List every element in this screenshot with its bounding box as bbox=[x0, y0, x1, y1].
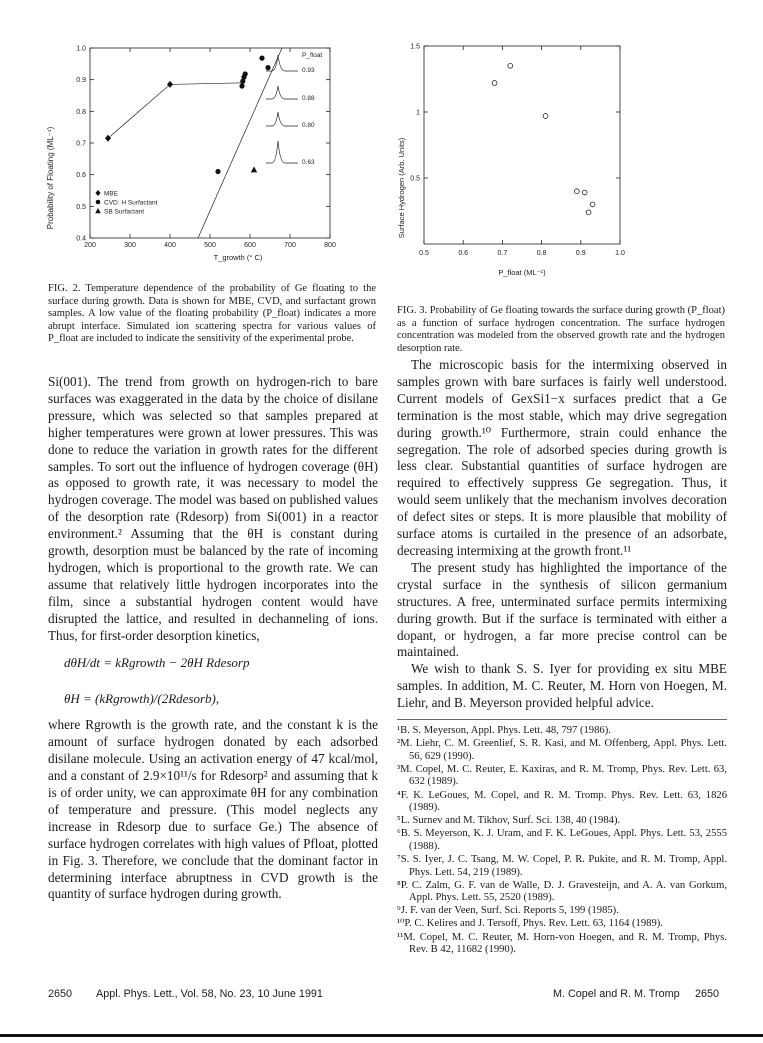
fig3-point bbox=[543, 114, 548, 119]
fig2-ytick-label: 0.6 bbox=[76, 172, 86, 180]
equation-2-text: θH = (kRgrowth)/(2Rdesorb), bbox=[64, 690, 220, 706]
fig2-trend-mbe bbox=[108, 83, 244, 138]
reference-item: ¹⁰P. C. Kelires and J. Tersoff, Phys. Rev. Lett. 63, 1164 (1989). bbox=[397, 918, 663, 930]
fig3-xtick-label: 0.5 bbox=[419, 250, 429, 257]
reference-item: ⁵L. Surnev and M. Tikhov, Surf. Sci. 138, 40 (1984). bbox=[397, 815, 621, 827]
fig3-point bbox=[582, 190, 587, 195]
fig3-caption-text: FIG. 3. Probability of Ge floating towards the surface during growth (P_float) as a function of surface hydrogen concentration. The surface hydrogen concentration was modeled from the observed growth rate and the hydrogen desorption rate. bbox=[397, 305, 725, 354]
fig2-ytick-label: 0.4 bbox=[76, 235, 86, 243]
right-paragraph-2: The present study has highlighted the importance of the crystal surface in the synthesis of silicon germanium structures. A free, unterminated surface permits intermixing during growth. But if the surface is terminated with either a dopant, or hydrogen, a far more precise control can be maintained. bbox=[397, 559, 727, 660]
fig2-inset-spectrum bbox=[266, 141, 298, 163]
fig3-ytick-label: 1 bbox=[416, 109, 420, 117]
fig2-legend-label: CVD: H Surfactant bbox=[104, 199, 158, 207]
fig2-chart bbox=[40, 38, 340, 263]
fig2-ylabel: Probability of Floating (ML⁻¹) bbox=[46, 126, 55, 230]
fig3-chart bbox=[394, 38, 644, 278]
equation-1 bbox=[64, 655, 378, 685]
fig2-point-mbe bbox=[167, 81, 173, 88]
left-column bbox=[48, 374, 378, 903]
fig2-xtick-label: 600 bbox=[244, 242, 256, 249]
fig2-legend-label: SB Surfactant bbox=[104, 208, 145, 216]
right-column bbox=[397, 357, 727, 957]
fig3-ytick-label: 1.5 bbox=[410, 43, 420, 51]
footer-journal: Appl. Phys. Lett., Vol. 58, No. 23, 10 June 1991 bbox=[96, 988, 323, 1000]
reference-item: ⁴F. K. LeGoues, M. Copel, and R. M. Tromp. Phys. Rev. Lett. 63, 1826 (1989). bbox=[397, 789, 727, 814]
fig3-point bbox=[590, 202, 595, 207]
fig2-caption bbox=[48, 283, 376, 346]
fig2-inset-spectrum bbox=[266, 112, 298, 126]
fig3-xtick-label: 0.6 bbox=[458, 250, 469, 257]
fig2-xtick-label: 400 bbox=[164, 242, 176, 249]
fig3-xtick-label: 0.7 bbox=[497, 250, 508, 257]
fig3-xtick-label: 1.0 bbox=[615, 250, 625, 257]
reference-item: ¹B. S. Meyerson, Appl. Phys. Lett. 48, 797 (1986). bbox=[397, 725, 611, 737]
right-paragraph-3: We wish to thank S. S. Iyer for providing ex situ MBE samples. In addition, M. C. Reuter, M. Horn von Hoegen, M. Liehr, and B. Meyerson provided helpful advice. bbox=[397, 661, 727, 711]
fig2-point-cvd bbox=[243, 71, 248, 76]
fig2-point-cvd bbox=[265, 65, 270, 70]
equation-2 bbox=[64, 691, 378, 708]
fig2-inset-label: 0.88 bbox=[302, 95, 315, 102]
reference-item: ⁸P. C. Zalm, G. F. van de Walle, D. J. Gravesteijn, and A. A. van Gorkum, Appl. Phys. Lett. 55, 2520 (1989). bbox=[397, 879, 727, 904]
fig2-trend-cvd bbox=[198, 48, 282, 238]
fig2-point-cvd bbox=[239, 83, 244, 88]
fig2-xtick-label: 800 bbox=[324, 242, 336, 249]
fig2-ytick-label: 0.5 bbox=[76, 203, 86, 211]
fig2-point-cvd bbox=[215, 169, 220, 174]
fig2-inset-spectrum bbox=[266, 86, 298, 99]
fig2-point-cvd bbox=[259, 56, 264, 61]
fig3-point bbox=[492, 81, 497, 86]
fig3-point bbox=[574, 189, 579, 194]
reference-item: ³M. Copel, M. C. Reuter, E. Kaxiras, and R. M. Tromp, Phys. Rev. Lett. 63, 632 (1989). bbox=[397, 763, 727, 788]
reference-item: ⁶B. S. Meyerson, K. J. Uram, and F. K. LeGoues, Appl. Phys. Lett. 53, 2555 (1988). bbox=[397, 828, 727, 852]
equation-1-text: dθH/dt = kRgrowth − 2θH Rdesorp bbox=[64, 654, 250, 670]
reference-item: ⁷S. S. Iyer, J. C. Tsang, M. W. Copel, P. R. Pukite, and R. M. Tromp, Appl. Phys. Lett. 54, 219 (1989). bbox=[397, 853, 727, 878]
fig2-caption-text: FIG. 2. Temperature dependence of the probability of Ge floating to the surface during growth. Data is shown for MBE, CVD, and surfactant grown samples. A low value of the floating probability (P_float) indicates a more abrupt interface. Simulated ion scattering spectra for various values of P_float are included to indicate the sensitivity of the experimental probe. bbox=[48, 283, 376, 345]
fig2-legend-diamond-icon bbox=[95, 190, 100, 196]
fig2-xtick-label: 700 bbox=[284, 242, 296, 249]
fig2-point-mbe bbox=[105, 135, 111, 142]
fig3-point bbox=[586, 210, 591, 215]
fig2-legend-circle-icon bbox=[96, 200, 101, 205]
fig2-ytick-label: 0.8 bbox=[76, 108, 86, 116]
fig2-legend-label: MBE bbox=[104, 190, 119, 198]
fig3-xtick-label: 0.8 bbox=[536, 250, 547, 257]
fig2-inset-title: P_float bbox=[302, 52, 323, 59]
fig2-legend-triangle-icon bbox=[95, 208, 101, 213]
footer-right-page: 2650 bbox=[695, 988, 720, 1000]
reference-list bbox=[397, 725, 727, 957]
fig2-inset-spectrum bbox=[266, 55, 298, 71]
fig2-ytick-label: 0.7 bbox=[76, 140, 86, 148]
fig2-xtick-label: 500 bbox=[204, 242, 216, 249]
fig3-ytick-label: 0.5 bbox=[410, 175, 420, 183]
reference-item: ²M. Liehr, C. M. Greenlief, S. R. Kasi, and M. Offenberg, Appl. Phys. Lett. 56, 629 (1990). bbox=[397, 738, 727, 762]
references-divider bbox=[397, 719, 727, 720]
fig2-xlabel: T_growth (° C) bbox=[213, 253, 263, 262]
fig2-inset-label: 0.63 bbox=[302, 159, 315, 166]
left-paragraph-1: Si(001). The trend from growth on hydrogen-rich to bare surfaces was exaggerated in the data by the choice of disilane pressure, which was selected so that samples prepared at higher temperatures were grown at lower pressures. This was done to reduce the variation in growth rates for the different samples. To sort out the influence of hydrogen coverage (θH) as opposed to growth rate, it was necessary to model the hydrogen coverage. The model was based on published values of the desorption rate (Rdesorp) from Si(001) in a reactor environment.² Assuming that the θH is constant during growth, desorption must be balanced by the rate of incoming hydrogen, which is proportional to the growth rate. We can assume that relatively little hydrogen incorporates into the film, since a substantial hydrogen content would have disrupted the lattice, and resulted in dechanneling of ions. Thus, for first-order desorption kinetics, bbox=[48, 374, 378, 643]
footer-authors: M. Copel and R. M. Tromp bbox=[553, 988, 680, 1000]
footer-left-page: 2650 bbox=[48, 988, 73, 1000]
reference-item: ⁹J. F. van der Veen, Surf. Sci. Reports 5, 199 (1985). bbox=[397, 905, 619, 917]
fig2-inset-label: 0.80 bbox=[302, 122, 315, 129]
left-paragraph-2: where Rgrowth is the growth rate, and the constant k is the amount of surface hydrogen donated by each adsorbed disilane molecule. Using an activation energy of 47 kcal/mol, and a constant of 2.9×10¹¹/s for Rdesorp² and assuming that k is of order unity, we can approximate θH for any combination of temperature and pressure. (This model neglects any increase in Rdesorp due to surface Ge.) The absence of surface hydrogen correlates with high values of Pfloat, plotted in Fig. 3. Therefore, we conclude that the dominant factor in determining interface abruptness in CVD growth is the quantity of surface hydrogen during growth. bbox=[48, 717, 378, 902]
fig2-xtick-label: 300 bbox=[124, 242, 136, 249]
right-paragraph-1: The microscopic basis for the intermixing observed in samples grown with bare surfaces is fairly well understood. Current models of GexSi1−x surfaces predict that a Ge termination is the most stable, which may drive segregation during growth.¹⁰ Furthermore, strain could enhance the segregation. The role of adsorbed species during growth is less clear. Substantial quantities of surface hydrogen are required to effectively suppress Ge segregation. Thus, it would seem unlikely that the mechanism involves decoration of defect sites or steps. It is more plausible that mobility of surface atoms is curtailed in the presence of an adsorbate, decreasing intermixing at the growth front.¹¹ bbox=[397, 357, 727, 558]
fig3-xlabel: P_float (ML⁻¹) bbox=[498, 268, 546, 277]
bottom-rule bbox=[0, 1034, 763, 1037]
fig3-caption bbox=[397, 305, 725, 355]
fig3-point bbox=[508, 63, 513, 68]
reference-item: ¹¹M. Copel, M. C. Reuter, M. Horn-von Hoegen, and R. M. Tromp, Phys. Rev. B 42, 11682 (1990). bbox=[397, 931, 727, 956]
fig2-inset-label: 0.93 bbox=[302, 67, 315, 74]
fig2-ytick-label: 0.9 bbox=[76, 77, 86, 85]
fig2-ytick-label: 1.0 bbox=[76, 45, 86, 53]
fig2-xtick-label: 200 bbox=[84, 242, 96, 249]
fig2-point-sb bbox=[251, 166, 257, 172]
fig3-ylabel: Surface Hydrogen (Arb. Units) bbox=[397, 137, 406, 239]
fig3-xtick-label: 0.9 bbox=[575, 250, 586, 257]
